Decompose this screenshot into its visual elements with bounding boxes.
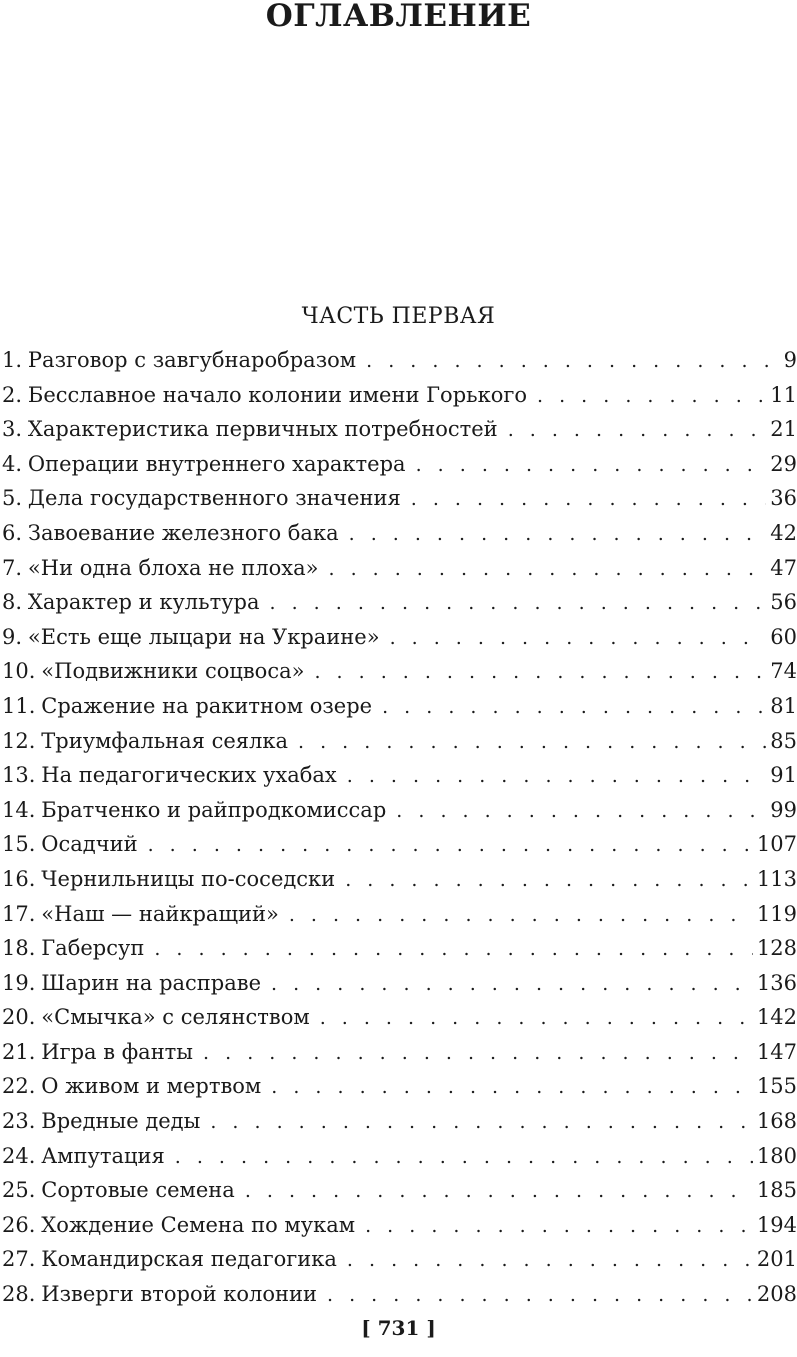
toc-entry (2, 1069, 797, 1104)
toc-entry (2, 551, 797, 586)
dot-leader (327, 1278, 753, 1312)
toc-entry-page: 107 (756, 832, 797, 857)
toc-entry-title: Дела государственного значения (27, 486, 401, 511)
toc-entry-title: Бесславное начало колонии имени Горького (27, 382, 527, 407)
dot-leader (365, 1209, 753, 1243)
dot-leader (416, 448, 767, 482)
toc-entry-title: Шарин на расправе (41, 970, 262, 995)
toc-entry-title: «Подвижники соцвоса» (41, 659, 305, 684)
toc-entry-title: На педагогических ухабах (41, 763, 337, 788)
toc-entry-title: Хождение Семена по мукам (41, 1212, 356, 1237)
toc-entry (2, 1173, 797, 1208)
toc-entry-number: 12. (2, 728, 36, 753)
toc-entry-number: 25. (2, 1178, 36, 1203)
toc-entry (2, 827, 797, 862)
dot-leader (382, 690, 766, 724)
toc-entry-number: 2. (2, 382, 23, 407)
toc-entry (2, 1242, 797, 1277)
dot-leader (271, 1070, 753, 1104)
toc-entry-title: Игра в фанты (41, 1039, 194, 1064)
toc-entry (2, 1000, 797, 1035)
toc-entry (2, 516, 797, 551)
dot-leader (210, 1105, 753, 1139)
dot-leader (154, 932, 753, 966)
dot-leader (314, 655, 766, 689)
toc-entry (2, 654, 797, 689)
toc-entry-page: 128 (756, 936, 797, 961)
dot-leader (175, 1140, 753, 1174)
toc-entry-number: 7. (2, 555, 23, 580)
dot-leader (349, 517, 767, 551)
toc-entry (2, 724, 797, 759)
dot-leader (411, 482, 767, 516)
toc-entry-number: 14. (2, 797, 36, 822)
toc-entry-page: 136 (756, 970, 797, 995)
toc-entry-number: 5. (2, 486, 23, 511)
dot-leader (390, 621, 767, 655)
toc-entry-title: Сражение на ракитном озере (41, 693, 373, 718)
dot-leader (148, 828, 753, 862)
toc-entry (2, 1104, 797, 1139)
toc-entry (2, 1208, 797, 1243)
dot-leader (320, 1001, 753, 1035)
toc-entry-page: 74 (770, 659, 797, 684)
toc-entry-page: 147 (756, 1039, 797, 1064)
toc-entry (2, 862, 797, 897)
toc-entry-number: 15. (2, 832, 36, 857)
toc-entry-number: 4. (2, 451, 23, 476)
toc-entry-page: 185 (756, 1178, 797, 1203)
toc-entry-page: 208 (756, 1282, 797, 1307)
toc-entry-number: 26. (2, 1212, 36, 1237)
toc-entry-title: Характер и культура (27, 590, 260, 615)
toc-entry-number: 10. (2, 659, 36, 684)
dot-leader (271, 967, 753, 1001)
page-title: ОГЛАВЛЕНИЕ (265, 0, 532, 34)
toc-entry (2, 620, 797, 655)
dot-leader (508, 413, 767, 447)
toc-entry-number: 8. (2, 590, 23, 615)
toc-entry-number: 22. (2, 1074, 36, 1099)
dot-leader (328, 552, 766, 586)
toc-entry-title: Сортовые семена (41, 1178, 235, 1203)
toc-entry (2, 585, 797, 620)
toc-entry-title: «Есть еще лыцари на Украине» (27, 624, 380, 649)
toc-entry-title: Завоевание железного бака (27, 520, 339, 545)
dot-leader (203, 1036, 753, 1070)
toc-entry (2, 412, 797, 447)
dot-leader (289, 898, 753, 932)
toc-entry-number: 24. (2, 1143, 36, 1168)
toc-entry-number: 11. (2, 693, 36, 718)
table-of-contents (2, 343, 797, 1312)
toc-entry-number: 23. (2, 1109, 36, 1134)
page-number: [ 731 ] (361, 1316, 436, 1340)
toc-entry (2, 343, 797, 378)
toc-entry-page: 201 (756, 1247, 797, 1272)
toc-entry-page: 60 (770, 624, 797, 649)
dot-leader (347, 759, 767, 793)
toc-entry (2, 689, 797, 724)
toc-entry-page: 47 (770, 555, 797, 580)
dot-leader (245, 1174, 753, 1208)
toc-entry (2, 447, 797, 482)
toc-entry-title: Братченко и райпродкомиссар (41, 797, 387, 822)
toc-entry-page: 56 (770, 590, 797, 615)
toc-entry-title: Чернильницы по-соседски (41, 866, 336, 891)
toc-entry-title: Операции внутреннего характера (27, 451, 406, 476)
dot-leader (366, 344, 777, 378)
toc-entry-page: 194 (756, 1212, 797, 1237)
toc-entry-title: «Смычка» с селянством (41, 1005, 310, 1030)
toc-entry-title: «Наш — найкращий» (41, 901, 279, 926)
toc-entry-page: 91 (770, 763, 797, 788)
toc-entry-number: 28. (2, 1282, 36, 1307)
toc-entry-title: Изверги второй колонии (41, 1282, 317, 1307)
toc-entry-page: 85 (770, 728, 797, 753)
toc-entry-page: 29 (770, 451, 797, 476)
toc-entry-title: Вредные деды (41, 1109, 201, 1134)
toc-entry-page: 113 (756, 866, 797, 891)
toc-entry-page: 36 (770, 486, 797, 511)
toc-entry (2, 897, 797, 932)
toc-entry (2, 481, 797, 516)
dot-leader (537, 379, 766, 413)
toc-entry-title: Габерсуп (41, 936, 145, 961)
dot-leader (396, 794, 766, 828)
toc-entry-page: 168 (756, 1109, 797, 1134)
toc-entry-title: О живом и мертвом (41, 1074, 262, 1099)
toc-entry (2, 1035, 797, 1070)
toc-entry-page: 81 (770, 693, 797, 718)
toc-entry-page: 11 (770, 382, 797, 407)
toc-entry-number: 19. (2, 970, 36, 995)
toc-entry-page: 119 (756, 901, 797, 926)
toc-entry (2, 793, 797, 828)
toc-entry (2, 966, 797, 1001)
toc-entry-number: 27. (2, 1247, 36, 1272)
toc-entry-title: Триумфальная сеялка (41, 728, 289, 753)
toc-entry-title: Осадчий (41, 832, 138, 857)
toc-entry-number: 20. (2, 1005, 36, 1030)
toc-entry-page: 180 (756, 1143, 797, 1168)
toc-entry-page: 99 (770, 797, 797, 822)
toc-entry-number: 3. (2, 417, 23, 442)
toc-entry-title: «Ни одна блоха не плоха» (27, 555, 319, 580)
toc-entry-page: 9 (783, 348, 797, 372)
toc-entry-title: Ампутация (41, 1143, 165, 1168)
dot-leader (270, 586, 767, 620)
toc-entry (2, 1277, 797, 1312)
toc-entry-title: Характеристика первичных потребностей (27, 417, 498, 442)
toc-entry-page: 42 (770, 520, 797, 545)
toc-entry (2, 378, 797, 413)
toc-entry (2, 931, 797, 966)
toc-entry-page: 142 (756, 1005, 797, 1030)
toc-entry (2, 758, 797, 793)
toc-entry-number: 17. (2, 901, 36, 926)
part-heading: ЧАСТЬ ПЕРВАЯ (301, 304, 496, 329)
toc-entry-page: 155 (756, 1074, 797, 1099)
toc-entry-page: 21 (770, 417, 797, 442)
dot-leader (347, 1243, 753, 1277)
toc-entry-number: 6. (2, 520, 23, 545)
toc-entry-number: 9. (2, 624, 23, 649)
toc-entry (2, 1139, 797, 1174)
dot-leader (345, 863, 753, 897)
toc-entry-title: Разговор с завгубнаробразом (27, 348, 357, 372)
dot-leader (298, 725, 766, 759)
toc-entry-number: 18. (2, 936, 36, 961)
toc-entry-number: 1. (2, 348, 23, 372)
toc-entry-title: Командирская педагогика (41, 1247, 337, 1272)
toc-entry-number: 21. (2, 1039, 36, 1064)
toc-entry-number: 13. (2, 763, 36, 788)
toc-entry-number: 16. (2, 866, 36, 891)
